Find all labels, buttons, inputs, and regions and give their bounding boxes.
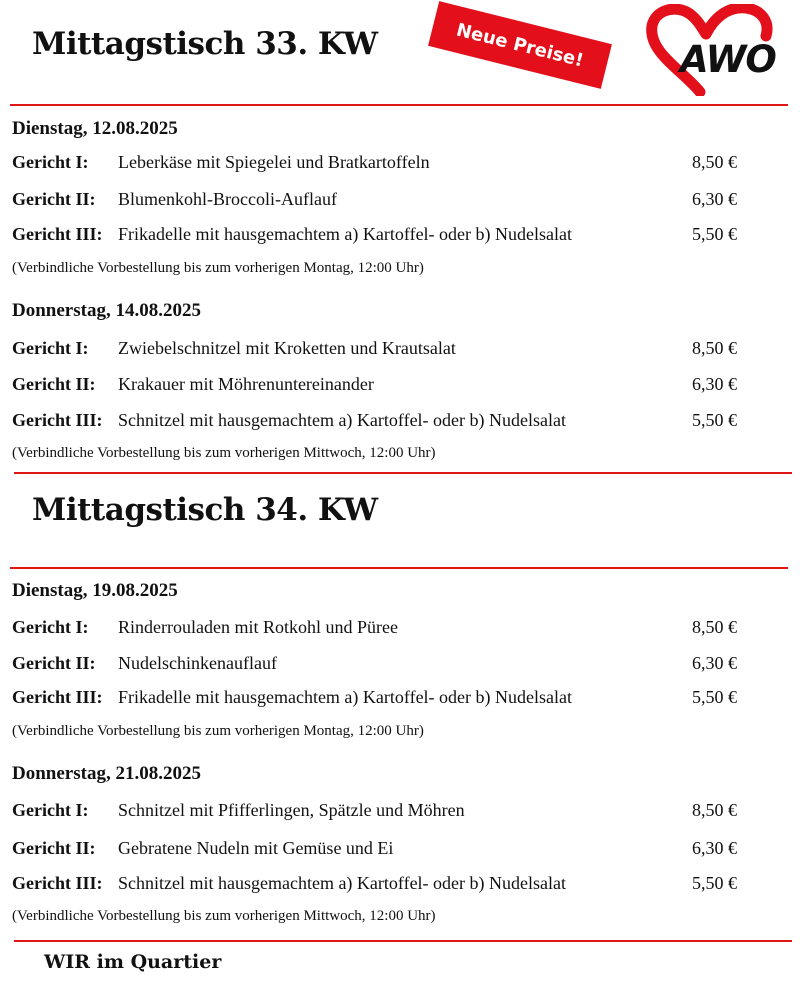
dish-price: 8,50 € [692,338,737,358]
preorder-note: (Verbindliche Vorbestellung bis zum vorherigen Mittwoch, 12:00 Uhr) [12,908,436,924]
dish-name: Leberkäse mit Spiegelei und Bratkartoffeln [118,152,430,172]
day-heading: Dienstag, 12.08.2025 [12,118,178,139]
dish-label: Gericht I: [12,617,89,637]
dish-price: 5,50 € [692,224,737,244]
preorder-note: (Verbindliche Vorbestellung bis zum vorherigen Mittwoch, 12:00 Uhr) [12,445,436,461]
awo-logo [646,4,774,96]
dish-row [12,653,752,677]
dish-name: Schnitzel mit hausgemachtem a) Kartoffel- oder b) Nudelsalat [118,410,567,430]
dish-label: Gericht I: [12,152,89,172]
dish-label: Gericht III: [12,224,103,244]
dish-name: Krakauer mit Möhrenuntereinander [118,374,374,394]
dish-row [12,687,752,711]
dish-label: Gericht I: [12,800,89,820]
new-prices-badge: Neue Preise! [428,1,612,89]
dish-name: Frikadelle mit hausgemachtem a) Kartoffel- oder b) Nudelsalat [118,224,572,244]
preorder-note: (Verbindliche Vorbestellung bis zum vorherigen Montag, 12:00 Uhr) [12,723,424,739]
dish-row [12,410,752,434]
dish-label: Gericht II: [12,838,96,858]
dish-name: Zwiebelschnitzel mit Kroketten und Krautsalat [118,338,456,358]
divider [14,940,792,942]
dish-price: 6,30 € [692,374,737,394]
dish-row [12,224,752,248]
dish-label: Gericht III: [12,410,103,430]
preorder-note: (Verbindliche Vorbestellung bis zum vorherigen Montag, 12:00 Uhr) [12,260,424,276]
dish-name: Schnitzel mit Pfifferlingen, Spätzle und Möhren [118,800,465,820]
awo-logo-text: AWO [680,38,776,81]
dish-price: 6,30 € [692,189,737,209]
dish-price: 5,50 € [692,873,737,893]
dish-label: Gericht III: [12,687,103,707]
dish-row [12,800,752,824]
divider [14,472,792,474]
day-heading: Dienstag, 19.08.2025 [12,580,178,601]
dish-row [12,617,752,641]
dish-price: 5,50 € [692,410,737,430]
dish-row [12,873,752,897]
dish-label: Gericht III: [12,873,103,893]
divider [10,567,788,569]
dish-label: Gericht II: [12,653,96,673]
dish-row [12,189,752,213]
dish-label: Gericht I: [12,338,89,358]
dish-name: Schnitzel mit hausgemachtem a) Kartoffel- oder b) Nudelsalat [118,873,567,893]
dish-name: Frikadelle mit hausgemachtem a) Kartoffel- oder b) Nudelsalat [118,687,572,707]
divider [10,104,788,106]
dish-row [12,374,752,398]
footer-text: WIR im Quartier [44,951,222,973]
dish-name: Gebratene Nudeln mit Gemüse und Ei [118,838,394,858]
week-33-title: Mittagstisch 33. KW [32,26,378,62]
day-heading: Donnerstag, 14.08.2025 [12,300,201,321]
day-heading: Donnerstag, 21.08.2025 [12,763,201,784]
dish-price: 8,50 € [692,152,737,172]
dish-label: Gericht II: [12,374,96,394]
dish-price: 6,30 € [692,838,737,858]
dish-row [12,152,752,176]
dish-name: Nudelschinkenauflauf [118,653,277,673]
dish-price: 6,30 € [692,653,737,673]
dish-name: Blumenkohl-Broccoli-Auflauf [118,189,337,209]
dish-price: 8,50 € [692,800,737,820]
week-34-title: Mittagstisch 34. KW [32,492,378,528]
dish-price: 8,50 € [692,617,737,637]
dish-name: Rinderrouladen mit Rotkohl und Püree [118,617,398,637]
dish-row [12,838,752,862]
dish-label: Gericht II: [12,189,96,209]
dish-price: 5,50 € [692,687,737,707]
dish-row [12,338,752,362]
